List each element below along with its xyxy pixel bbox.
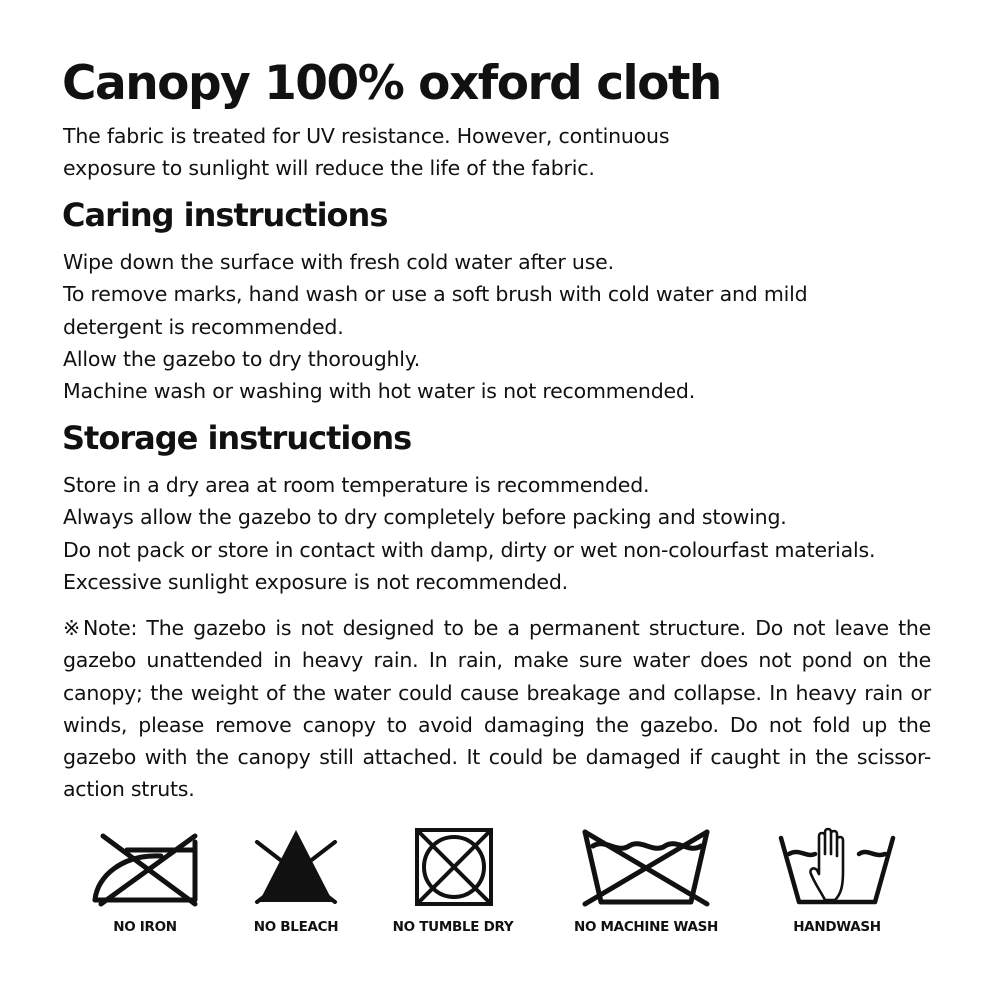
care-symbol-label: NO IRON [113, 919, 177, 935]
caring-line: Machine wash or washing with hot water is not recommended. [63, 379, 696, 404]
no-bleach-icon [251, 824, 341, 908]
care-symbol-label: NO BLEACH [253, 919, 339, 935]
care-symbols-row [0, 820, 1000, 950]
page-title: Canopy 100% oxford cloth [62, 56, 721, 111]
no-machine-wash-icon [571, 824, 721, 908]
storage-line: Do not pack or store in contact with damp, dirty or wet non-colourfast materials. [63, 537, 876, 562]
caring-line: Allow the gazebo to dry thoroughly. [63, 346, 421, 371]
care-symbol-label: NO MACHINE WASH [573, 919, 719, 935]
caring-line: To remove marks, hand wash or use a soft brush with cold water and mild [63, 282, 808, 307]
intro-paragraph [63, 120, 669, 185]
care-symbol-no-machine-wash [556, 820, 736, 945]
care-symbol-label: HANDWASH [793, 919, 881, 935]
care-symbol-handwash [747, 820, 927, 945]
no-iron-icon [83, 824, 207, 908]
storage-line: Always allow the gazebo to dry completely before packing and stowing. [63, 505, 787, 530]
storage-list [63, 469, 875, 598]
caring-line: detergent is recommended. [63, 314, 344, 339]
caring-line: Wipe down the surface with fresh cold water after use. [63, 250, 614, 274]
storage-line: Excessive sunlight exposure is not recommended. [63, 569, 568, 594]
handwash-icon [775, 824, 899, 908]
care-symbol-no-bleach [206, 820, 386, 945]
intro-line: exposure to sunlight will reduce the life of the fabric. [63, 156, 595, 181]
caring-heading: Caring instructions [62, 196, 388, 234]
no-tumble-dry-icon [407, 824, 499, 908]
care-symbol-no-tumble-dry [363, 820, 543, 945]
care-symbol-label: NO TUMBLE DRY [392, 919, 514, 935]
storage-line: Store in a dry area at room temperature is recommended. [63, 473, 650, 497]
intro-line: The fabric is treated for UV resistance. However, continuous [63, 124, 670, 148]
caring-list [63, 246, 807, 407]
gazebo-note: ※Note: The gazebo is not designed to be a permanent structure. Do not leave the gazebo unattended in heavy rain. In rain, make sure water does not pond on the canopy; the weight of the water could cause breakage and collapse. In heavy rain or winds, please remove canopy to avoid damaging the gazebo. Do not fold up the gazebo with the canopy still attached. It could be damaged if caught in the scissor-action struts. [63, 616, 931, 802]
storage-heading: Storage instructions [62, 419, 412, 457]
